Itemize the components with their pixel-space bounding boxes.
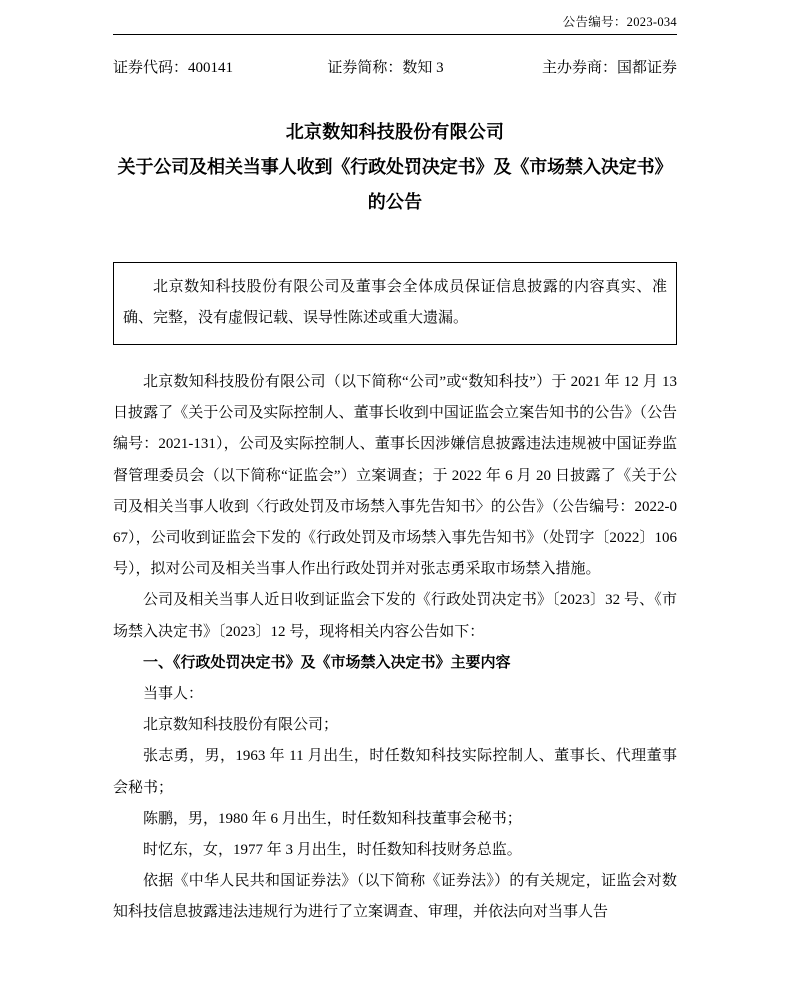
title-line-subject: 关于公司及相关当事人收到《行政处罚决定书》及《市场禁入决定书》 [117,157,673,177]
security-abbreviation: 证券简称：数知 3 [327,60,444,76]
page-title [113,115,677,220]
disclaimer-text: 北京数知科技股份有限公司及董事会全体成员保证信息披露的内容真实、准确、完整，没有虚假记载、误导性陈述或重大遗漏。 [123,279,667,326]
party-company: 北京数知科技股份有限公司； [143,717,339,734]
sponsoring-broker: 主办券商：国都证券 [541,60,677,76]
party-zhang-zhiyong: 张志勇，男，1963 年 11 月出生，时任数知科技实际控制人、董事长、代理董事会秘书； [113,748,677,796]
disclaimer-box [113,262,677,345]
security-info-row [113,55,677,81]
title-line-company: 北京数知科技股份有限公司 [285,122,505,142]
section-heading-1: 一、《行政处罚决定书》及《市场禁入决定书》主要内容 [143,654,511,671]
body-paragraph-2: 公司及相关当事人近日收到证监会下发的《行政处罚决定书》〔2023〕32 号、《市场禁入决定书》〔2023〕12 号，现将相关内容公告如下： [113,592,677,640]
body-paragraph-1: 北京数知科技股份有限公司（以下简称“公司”或“数知科技”）于 2021 年 12 月 13 日披露了《关于公司及实际控制人、董事长收到中国证监会立案告知书的公告》（公告编号：2021-131），公司及实际控制人、董事长因涉嫌信息披露违法违规被中国证券监督管理委员会（以下简称“证监会”）立案调查；于 2022 年 6 月 20 日披露了《关于公司及相关当事人收到〈行政处罚及市场禁入事先告知书〉的公告》（公告编号：2022-067），公司收到证监会下发的《行政处罚及市场禁入事先告知书》（处罚字〔2022〕106 号），拟对公司及相关当事人作出行政处罚并对张志勇采取市场禁入措施。 [113,374,677,578]
security-code: 证券代码：400141 [113,60,234,76]
body-paragraph-3: 依据《中华人民共和国证券法》（以下简称《证券法》）的有关规定，证监会对数知科技信息披露违法违规行为进行了立案调查、审理，并依法向对当事人告 [113,873,677,921]
party-shi-yidong: 时忆东，女，1977 年 3 月出生，时任数知科技财务总监。 [143,842,522,859]
parties-label: 当事人： [143,686,204,703]
document-body [113,367,677,929]
announcement-number: 公告编号：2023-034 [562,15,677,29]
party-chen-peng: 陈鹏，男，1980 年 6 月出生，时任数知科技董事会秘书； [143,810,522,827]
header-divider-rule [113,34,677,35]
title-line-suffix: 的公告 [367,192,423,212]
document-content [113,55,677,929]
page-running-header [113,14,677,35]
